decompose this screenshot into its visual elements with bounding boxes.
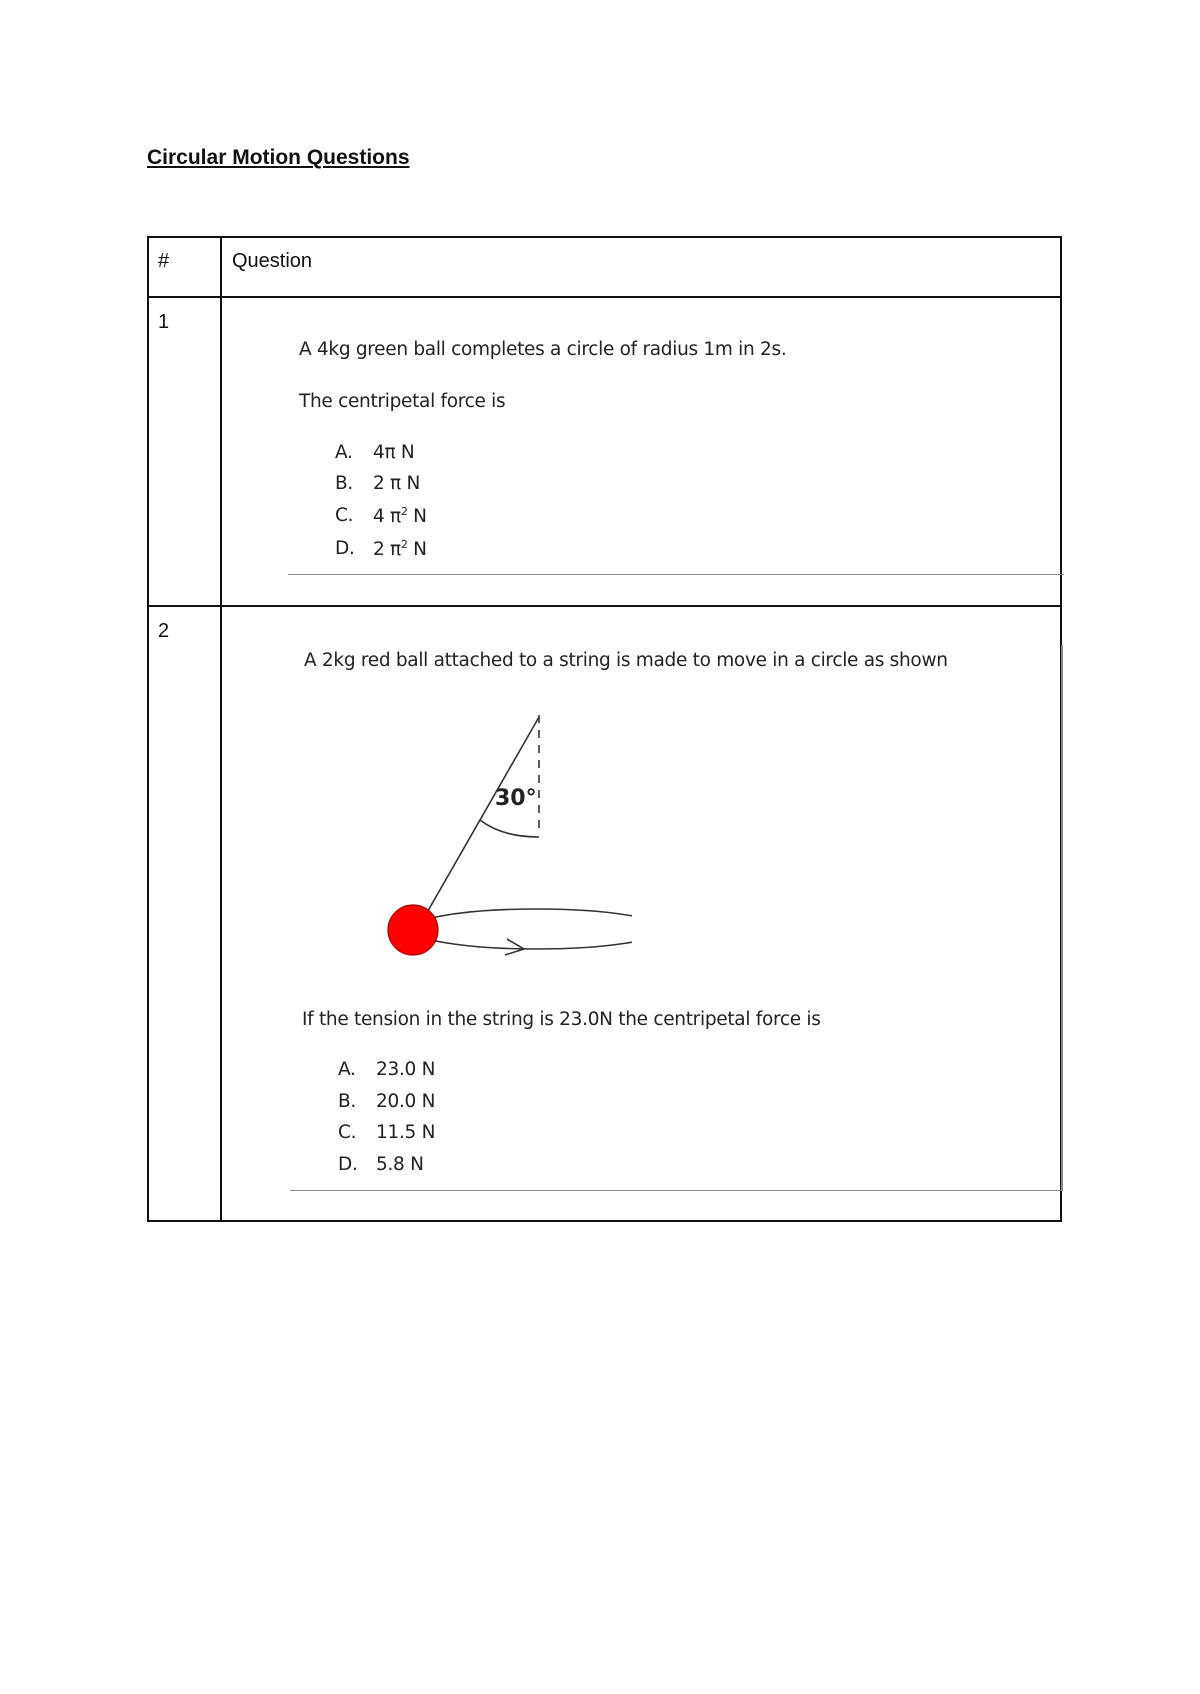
header-question: Question [221, 237, 1061, 297]
divider-line [288, 574, 1064, 575]
page-title: Circular Motion Questions [147, 146, 410, 169]
option-letter: D. [335, 538, 355, 559]
question-number: 2 [148, 606, 221, 1221]
option-text: 2 π N [373, 473, 421, 494]
string-line [417, 717, 539, 930]
option-letter: C. [338, 1122, 357, 1143]
option-unit: N [407, 506, 427, 528]
option-text: 11.5 N [376, 1122, 436, 1143]
divider-line [290, 1190, 1062, 1191]
option-d [335, 538, 427, 560]
option-text-base: 2 π [373, 539, 401, 561]
option-letter: B. [335, 473, 353, 494]
question-number: 1 [148, 297, 221, 606]
question-cell [221, 606, 1061, 1221]
table-row [148, 297, 1061, 606]
option-a [338, 1059, 435, 1080]
angle-arc [480, 820, 539, 837]
table-header-row [148, 237, 1061, 297]
conical-pendulum-diagram [302, 715, 632, 975]
option-letter: D. [338, 1154, 358, 1175]
question-2-stem: A 2kg red ball attached to a string is made to move in a circle as shown [304, 650, 948, 671]
option-c [335, 505, 427, 527]
question-cell [221, 297, 1061, 606]
questions-table [147, 236, 1062, 1222]
option-text: 20.0 N [376, 1091, 436, 1112]
option-text: 5.8 N [376, 1154, 424, 1175]
option-superscript: 2 [400, 505, 408, 518]
direction-arrow [505, 939, 524, 955]
option-text: 23.0 N [376, 1059, 436, 1080]
question-1-stem: A 4kg green ball completes a circle of radius 1m in 2s. [299, 339, 787, 360]
question-1-content [222, 298, 1060, 605]
option-a [335, 442, 414, 463]
option-unit: N [407, 539, 427, 561]
option-d [338, 1154, 424, 1175]
option-text-base: 4 π [373, 506, 401, 528]
option-b [335, 473, 420, 494]
option-superscript: 2 [400, 538, 408, 551]
option-letter: B. [338, 1091, 356, 1112]
option-b [338, 1091, 435, 1112]
header-number: # [148, 237, 221, 297]
option-c [338, 1122, 435, 1143]
angle-label: 30° [495, 786, 537, 811]
circular-path [411, 909, 632, 949]
option-letter: C. [335, 505, 354, 526]
frame-right-border [1061, 645, 1063, 1191]
table-row [148, 606, 1061, 1221]
option-text: 4π N [373, 442, 415, 463]
question-2-prompt: If the tension in the string is 23.0N the centripetal force is [302, 1009, 821, 1030]
option-letter: A. [335, 442, 353, 463]
question-2-content [222, 607, 1060, 1220]
question-1-prompt: The centripetal force is [299, 391, 506, 412]
red-ball [388, 905, 438, 955]
option-letter: A. [338, 1059, 356, 1080]
